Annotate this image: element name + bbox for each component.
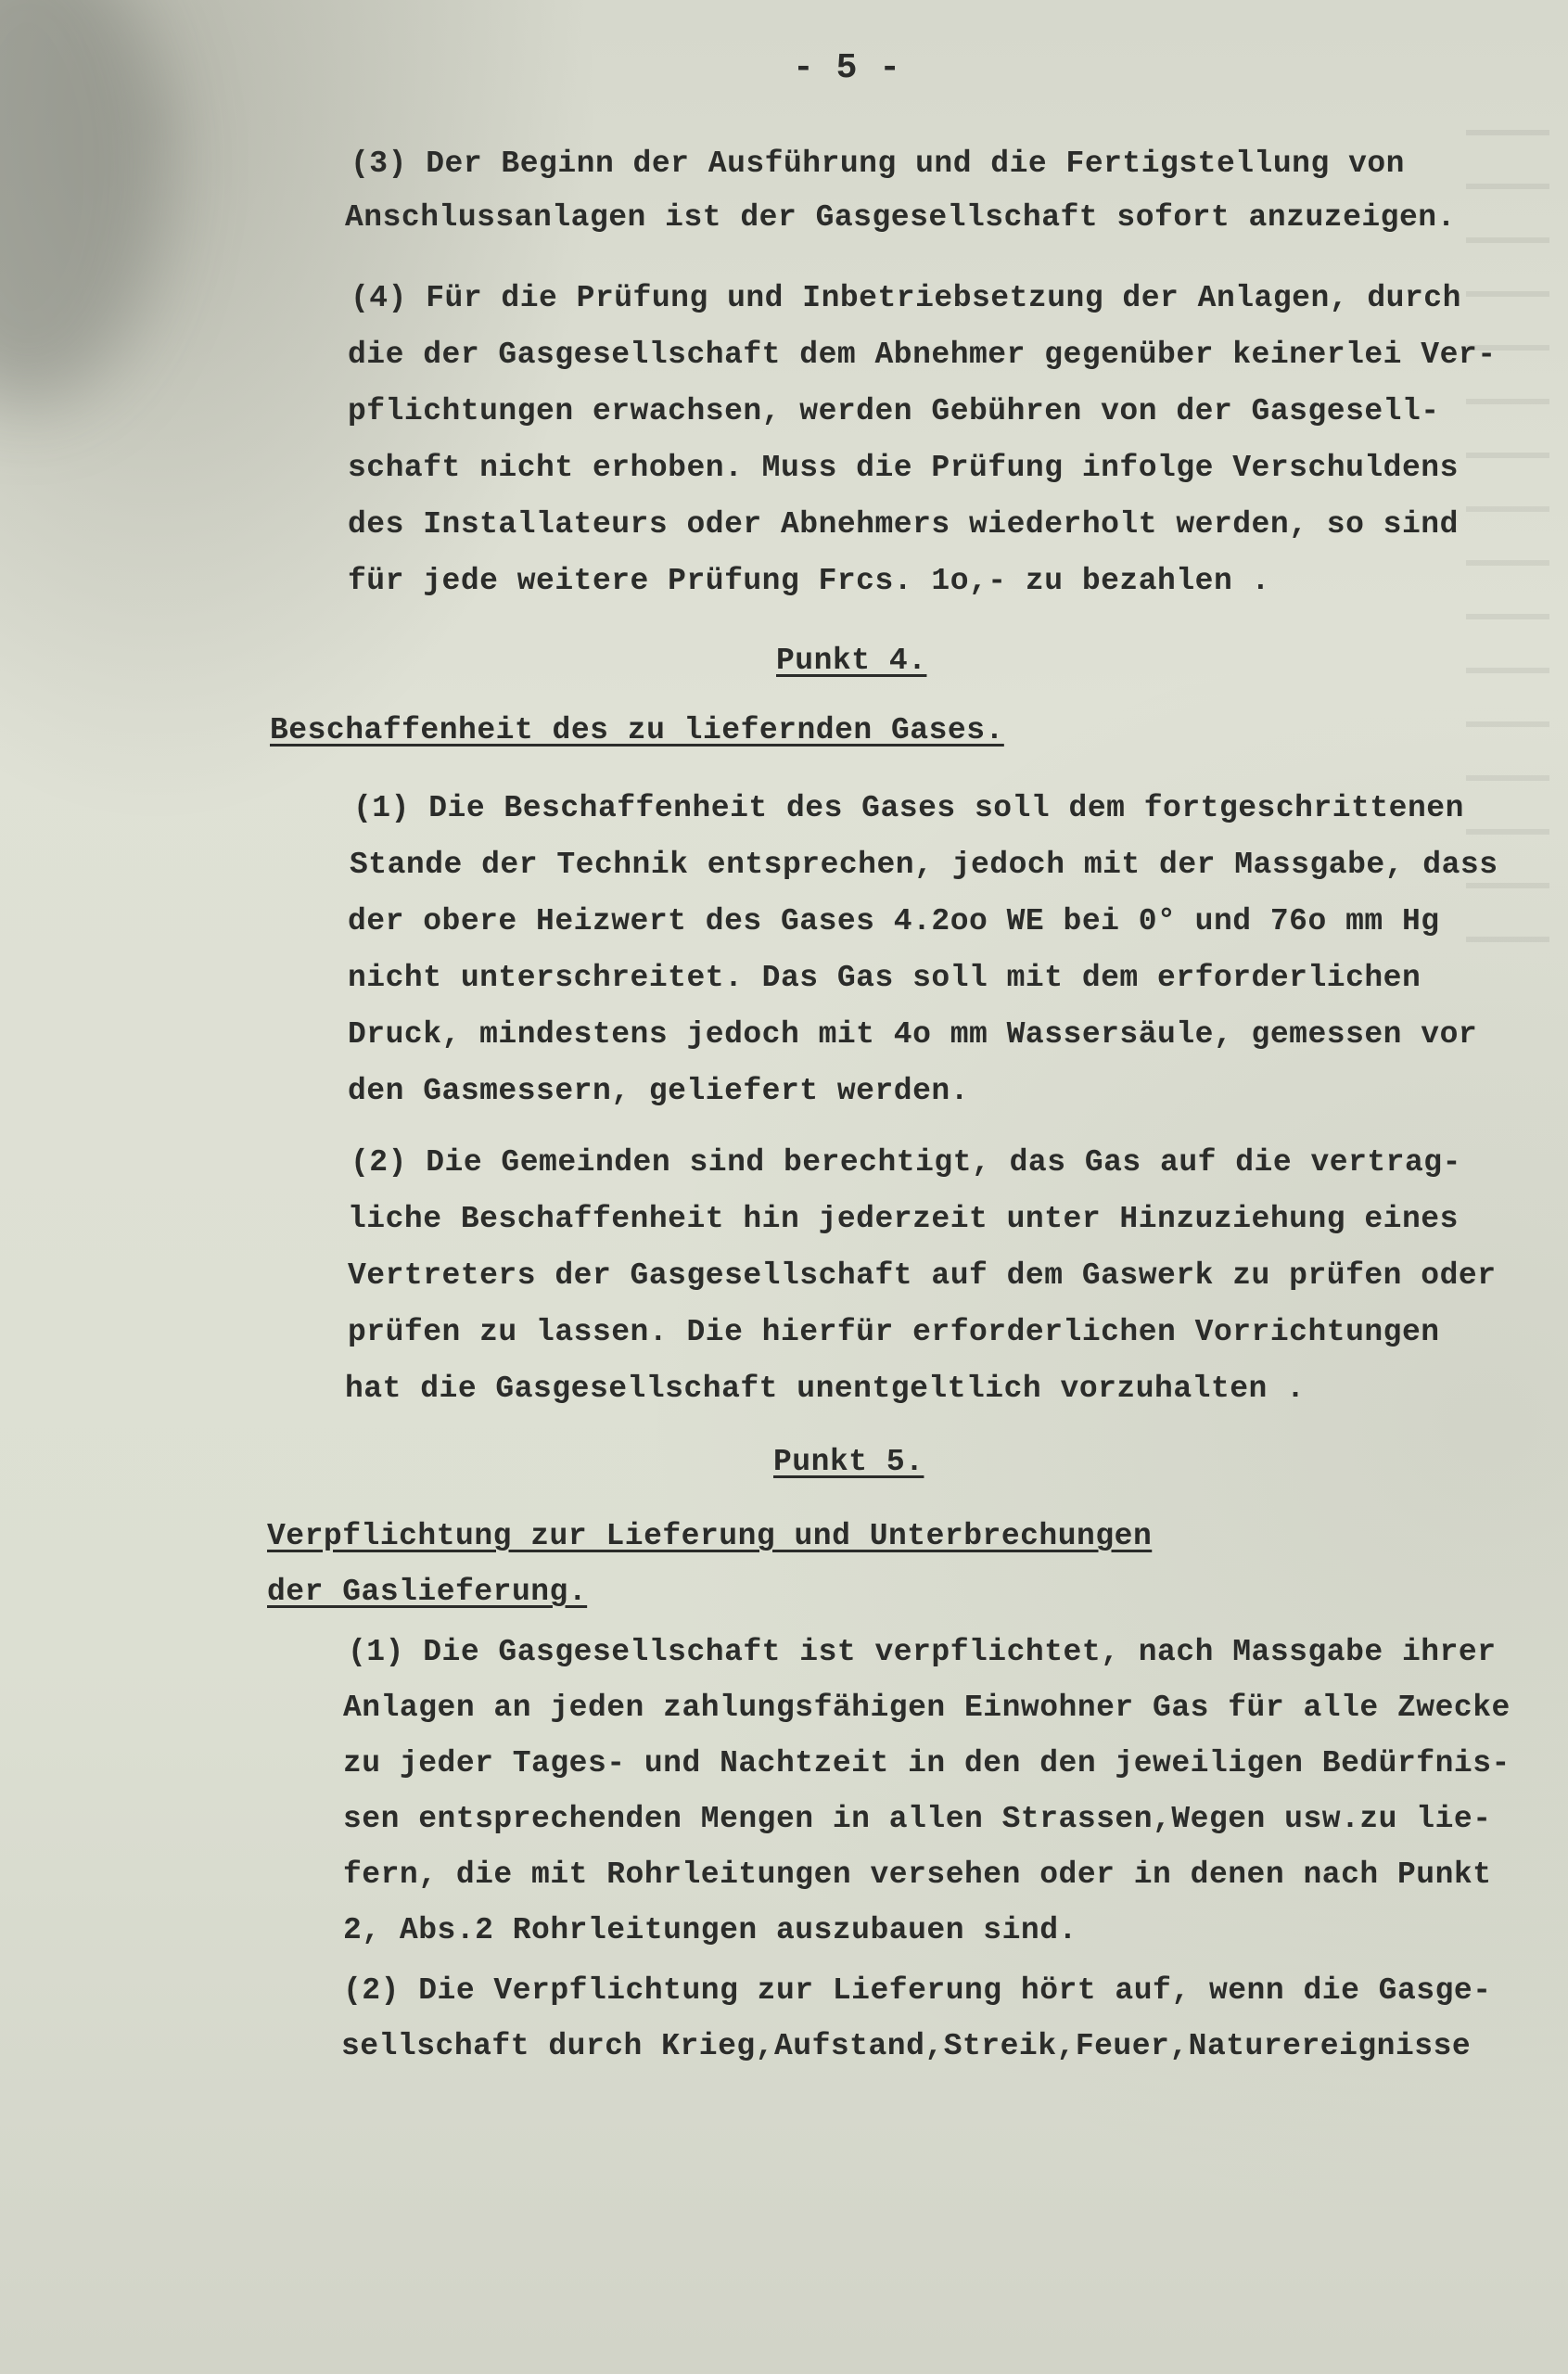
paragraph-line: hat die Gasgesellschaft unentgeltlich vorzuhalten . <box>345 1372 1306 1406</box>
section-title-punkt-4: Punkt 4. <box>776 644 927 678</box>
paragraph-line: des Installateurs oder Abnehmers wiederholt werden, so sind <box>348 507 1459 542</box>
paragraph-line: 2, Abs.2 Rohrleitungen auszubauen sind. <box>343 1913 1077 1947</box>
section-heading: Verpflichtung zur Lieferung und Unterbrechungen <box>267 1519 1153 1553</box>
paragraph-line: fern, die mit Rohrleitungen versehen oder in denen nach Punkt <box>343 1857 1492 1892</box>
page-number: - 5 - <box>793 48 901 88</box>
section-heading: der Gaslieferung. <box>267 1575 588 1609</box>
paragraph-line: (2) Die Verpflichtung zur Lieferung hört auf, wenn die Gasge- <box>343 1973 1492 2008</box>
paragraph-line: Vertreters der Gasgesellschaft auf dem Gaswerk zu prüfen oder <box>348 1258 1497 1293</box>
paragraph-line: (1) Die Gasgesellschaft ist verpflichtet, nach Massgabe ihrer <box>348 1635 1497 1669</box>
section-title-punkt-5: Punkt 5. <box>773 1445 924 1479</box>
paragraph-line: (3) Der Beginn der Ausführung und die Fertigstellung von <box>351 147 1405 181</box>
paragraph-line: sellschaft durch Krieg,Aufstand,Streik,Feuer,Naturereignisse <box>341 2029 1472 2063</box>
paragraph-line: (4) Für die Prüfung und Inbetriebsetzung der Anlagen, durch <box>351 281 1461 315</box>
paragraph-line: liche Beschaffenheit hin jederzeit unter Hinzuziehung eines <box>348 1202 1459 1236</box>
paragraph-line: Anlagen an jeden zahlungsfähigen Einwohner Gas für alle Zwecke <box>343 1691 1511 1725</box>
section-heading: Beschaffenheit des zu liefernden Gases. <box>270 713 1004 747</box>
paragraph-line: schaft nicht erhoben. Muss die Prüfung infolge Verschuldens <box>348 451 1459 485</box>
paragraph-line: den Gasmessern, geliefert werden. <box>348 1074 970 1108</box>
paragraph-line: pflichtungen erwachsen, werden Gebühren von der Gasgesell- <box>348 394 1440 428</box>
paragraph-line: der obere Heizwert des Gases 4.2oo WE bei 0° und 76o mm Hg <box>348 904 1440 938</box>
paragraph-line: für jede weitere Prüfung Frcs. 1o,- zu bezahlen . <box>348 564 1270 598</box>
paragraph-line: (2) Die Gemeinden sind berechtigt, das Gas auf die vertrag- <box>351 1145 1461 1180</box>
paragraph-line: zu jeder Tages- und Nachtzeit in den den jeweiligen Bedürfnis- <box>343 1746 1511 1780</box>
paragraph-line: Druck, mindestens jedoch mit 4o mm Wassersäule, gemessen vor <box>348 1017 1478 1052</box>
paragraph-line: Stande der Technik entsprechen, jedoch mit der Massgabe, dass <box>350 848 1498 882</box>
paragraph-line: Anschlussanlagen ist der Gasgesellschaft sofort anzuzeigen. <box>345 200 1456 235</box>
paragraph-line: sen entsprechenden Mengen in allen Strassen,Wegen usw.zu lie- <box>343 1802 1492 1836</box>
paragraph-line: (1) Die Beschaffenheit des Gases soll dem fortgeschrittenen <box>353 791 1464 825</box>
paragraph-line: nicht unterschreitet. Das Gas soll mit dem erforderlichen <box>348 961 1421 995</box>
paragraph-line: prüfen zu lassen. Die hierfür erforderlichen Vorrichtungen <box>348 1315 1440 1349</box>
paragraph-line: die der Gasgesellschaft dem Abnehmer gegenüber keinerlei Ver- <box>348 338 1497 372</box>
